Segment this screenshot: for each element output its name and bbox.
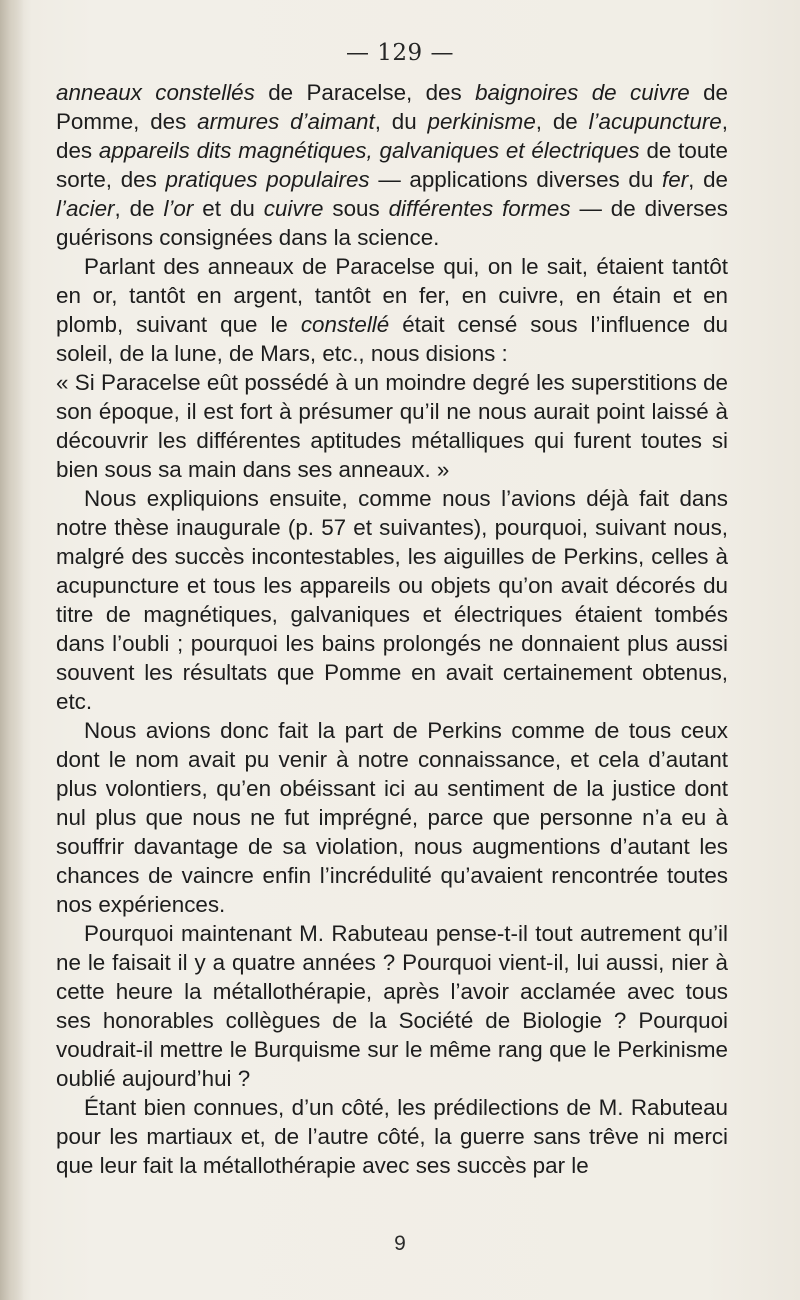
text-run: sous xyxy=(323,196,389,221)
paragraph xyxy=(56,252,728,368)
text-run: de toute sorte, des xyxy=(56,138,728,192)
text-run: , de xyxy=(535,109,589,134)
text-run: , de xyxy=(114,196,164,221)
italic-term: baignoires de cuivre xyxy=(475,80,690,105)
text-run: de Pomme, des xyxy=(56,80,728,134)
text-run: — de diverses guérisons consignées dans la science. xyxy=(56,196,728,250)
text-run: et du xyxy=(193,196,264,221)
italic-term: appareils dits magnétiques, galvaniques et électriques xyxy=(98,138,640,163)
italic-term: différentes formes xyxy=(388,196,571,221)
signature-mark: 9 xyxy=(394,1232,406,1255)
paragraph xyxy=(56,484,728,716)
text-run: Étant bien connues, d’un côté, les prédilections de M. Rabuteau pour les martiaux et, de l’autre côté, la guerre sans trêve ni merci que leur fait la métallothérapie avec ses succès par le xyxy=(56,1095,728,1178)
text-run: , de xyxy=(688,167,728,192)
text-run: Nous avions donc fait la part de Perkins comme de tous ceux dont le nom avait pu venir à notre connaissance, et cela d’autant plus volontiers, qu’en obéissant ici au sentiment de la justice dont nul plus que nous ne fut imprégné, parce que personne n’a eu à souffrir davantage de sa violation, nous augmentions d’autant les chances de vaincre enfin l’incrédulité qu’avaient rencontrée toutes nos expériences. xyxy=(56,718,728,917)
text-run: « Si Paracelse eût possédé à un moindre degré les superstitions de son époque, il est fort à présumer qu’il ne nous aurait point laissé à découvrir les différentes aptitudes métalliques qui furent toutes si bien sous sa main dans ses anneaux. » xyxy=(56,370,728,482)
paragraph xyxy=(56,368,728,484)
text-run: était censé sous l’influence du soleil, de la lune, de Mars, etc., nous disions : xyxy=(56,312,728,366)
text-run: , du xyxy=(374,109,428,134)
paragraph xyxy=(56,78,728,252)
paragraph xyxy=(56,919,728,1093)
page-binding-shadow xyxy=(0,0,24,1300)
italic-term: l’acupuncture xyxy=(588,109,722,134)
italic-term: armures d’aimant xyxy=(197,109,375,134)
text-run: — applications diverses du xyxy=(369,167,663,192)
body-text xyxy=(56,78,728,1180)
italic-term: cuivre xyxy=(263,196,324,221)
page-number: — 129 — xyxy=(345,40,455,66)
paragraph xyxy=(56,1093,728,1180)
italic-term: l’acier xyxy=(56,196,115,221)
text-run: , des xyxy=(56,109,728,163)
italic-term: fer xyxy=(662,167,689,192)
italic-term: l’or xyxy=(163,196,194,221)
italic-term: constellé xyxy=(300,312,390,337)
text-run: Parlant des anneaux de Paracelse qui, on le sait, étaient tantôt en or, tantôt en argent, tantôt en fer, en cuivre, en étain et en plomb, suivant que le xyxy=(56,254,728,337)
italic-term: pratiques populaires xyxy=(165,167,370,192)
italic-term: anneaux constellés xyxy=(56,80,255,105)
text-run: Nous expliquions ensuite, comme nous l’avions déjà fait dans notre thèse inaugurale (p. 57 et suivantes), pourquoi, suivant nous, malgré des succès incontestables, les aiguilles de Perkins, celles à acupuncture et tous les appareils ou objets qu’on avait décorés du titre de magnétiques, galvaniques et électriques étaient tombés dans l’oubli ; pourquoi les bains prolongés ne donnaient plus aussi souvent les résultats que Pomme en avait certainement obtenus, etc. xyxy=(56,486,728,714)
paragraph xyxy=(56,716,728,919)
text-run: Pourquoi maintenant M. Rabuteau pense-t-il tout autrement qu’il ne le faisait il y a quatre années ? Pourquoi vient-il, lui aussi, nier à cette heure la métallothérapie, après l’avoir acclamée avec tous ses honorables collègues de la Société de Biologie ? Pourquoi voudrait-il mettre le Burquisme sur le même rang que le Perkinisme oublié aujourd’hui ? xyxy=(56,921,728,1091)
text-run: de Paracelse, des xyxy=(254,80,476,105)
italic-term: perkinisme xyxy=(427,109,536,134)
